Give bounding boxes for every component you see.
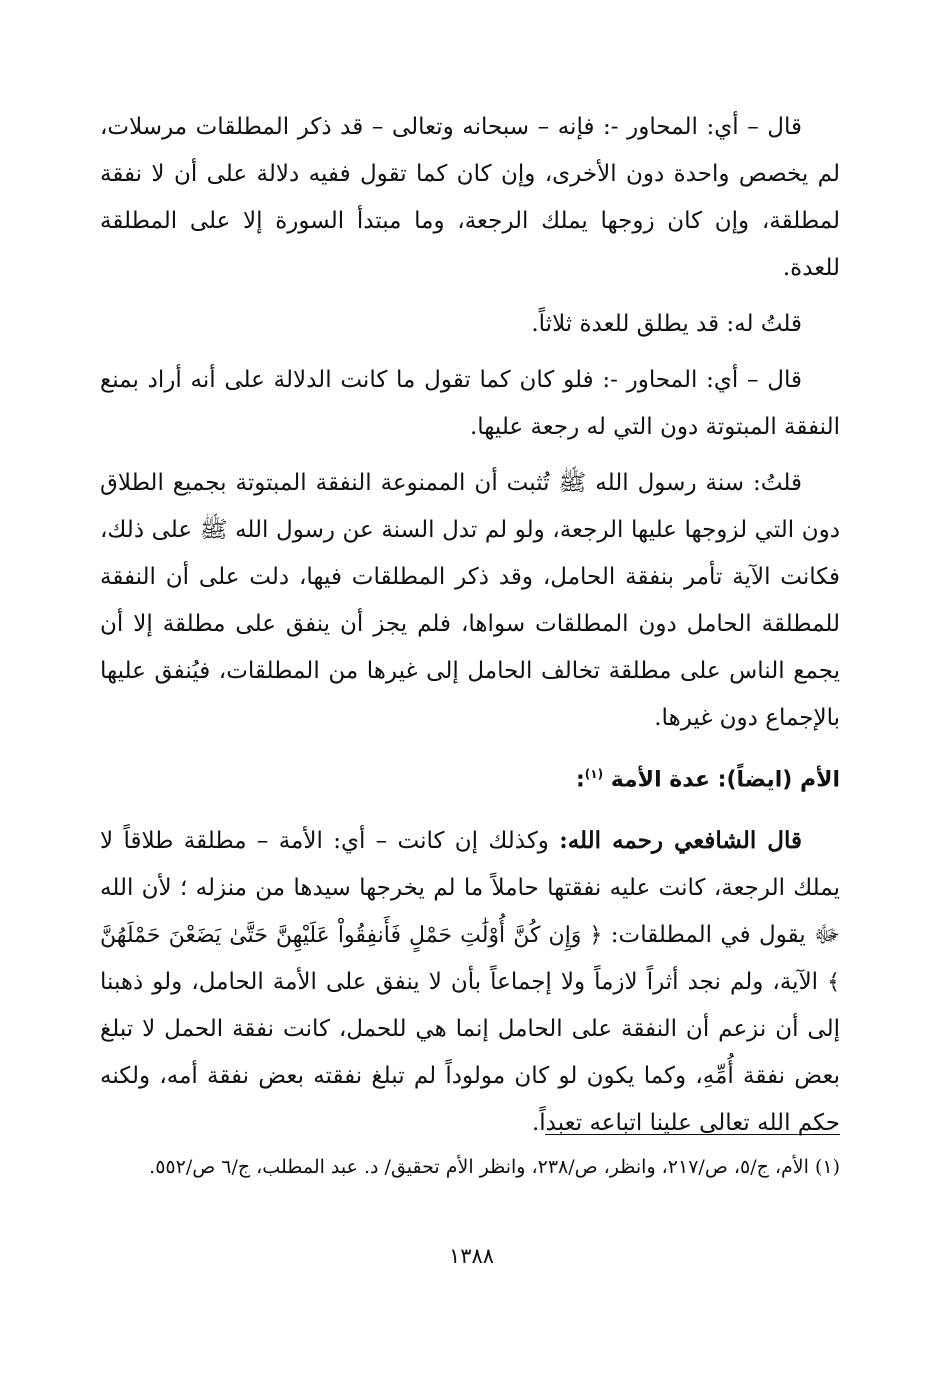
- paragraph-5: [100, 817, 840, 1147]
- footnote-divider: [545, 1134, 840, 1135]
- paragraph-2: قلتُ له: قد يطلق للعدة ثلاثاً.: [531, 311, 802, 337]
- paragraph-4: قلتُ: سنة رسول الله ﷺ تُثبت أن الممنوعة النفقة المبتوتة بجميع الطلاق دون التي لزوجها عليها الرجعة، ولو لم تدل السنة عن رسول الله ﷺ على ذلك، فكانت الآية تأمر بنفقة الحامل، وقد ذكر المطلقات فيها، دلت على أن النفقة للمطلقة الحامل دون المطلقات سواها، فلم يجز أن ينفق على مطلقة إلا أن يجمع الناس على مطلقة تخالف الحامل إلى غيرها من المطلقات، فيُنفق عليها بالإجماع دون غيرها.: [100, 470, 840, 731]
- paragraph-5-part-a: وكذلك إن كانت – أي: الأمة – مطلقة طلاقاً لا يملك الرجعة، كانت عليه نفقتها حاملاً ما لم يخرجها سيدها من منزله ؛ لأن الله ﷻ يقول في المطلقات:: [100, 828, 840, 949]
- paragraph-5-part-b: الآية، ولم نجد أثراً لازماً ولا إجماعاً بأن لا ينفق على الأمة الحامل، ولو ذهبنا إلى أن نزعم أن النفقة على الحامل إنما هي للحمل، كانت نفقة الحمل لا تبلغ بعض نفقة أُمِّهِ، وكما يكون لو كان مولوداً لم تبلغ نفقته بعض نفقة أمه، ولكنه حكم الله تعالى علينا اتباعه تعبداً.: [100, 969, 840, 1137]
- quran-verse: ﴿ وَإِن كُنَّ أُوْلَٰتِ حَمْلٍ فَأَنفِقُواْ عَلَيْهِنَّ حَتَّىٰ يَضَعْنَ حَمْلَهُنَّ ﴾: [100, 923, 840, 996]
- section-heading-colon: :: [575, 767, 585, 793]
- footnote: (١) الأم، ج/٥، ص/٢١٧، وانظر، ص/٢٣٨، وانظر الأم تحقيق/ د. عبد المطلب، ج/٦ ص/٥٥٢.: [149, 1156, 840, 1178]
- paragraph-3: قال – أي: المحاور -: فلو كان كما تقول ما كانت الدلالة على أنه أراد بمنع النفقة المبتوتة دون التي له رجعة عليها.: [100, 367, 840, 440]
- page-number: ١٣٨٨: [448, 1244, 495, 1268]
- section-heading: [100, 751, 840, 803]
- footnote-marker: (١): [584, 767, 604, 781]
- section-heading-text: الأم (ايضاً): عدة الأمة: [610, 767, 840, 793]
- paragraph-5-lead: قال الشافعي رحمه الله:: [559, 827, 802, 855]
- main-text: [100, 104, 840, 1156]
- paragraph-1: قال – أي: المحاور -: فإنه – سبحانه وتعالى – قد ذكر المطلقات مرسلات، لم يخصص واحدة دون الأخرى، وإن كان كما تقول ففيه دلالة على أن لا نفقة لمطلقة، وإن كان زوجها يملك الرجعة، وما مبتدأ السورة إلا على المطلقة للعدة.: [100, 114, 840, 281]
